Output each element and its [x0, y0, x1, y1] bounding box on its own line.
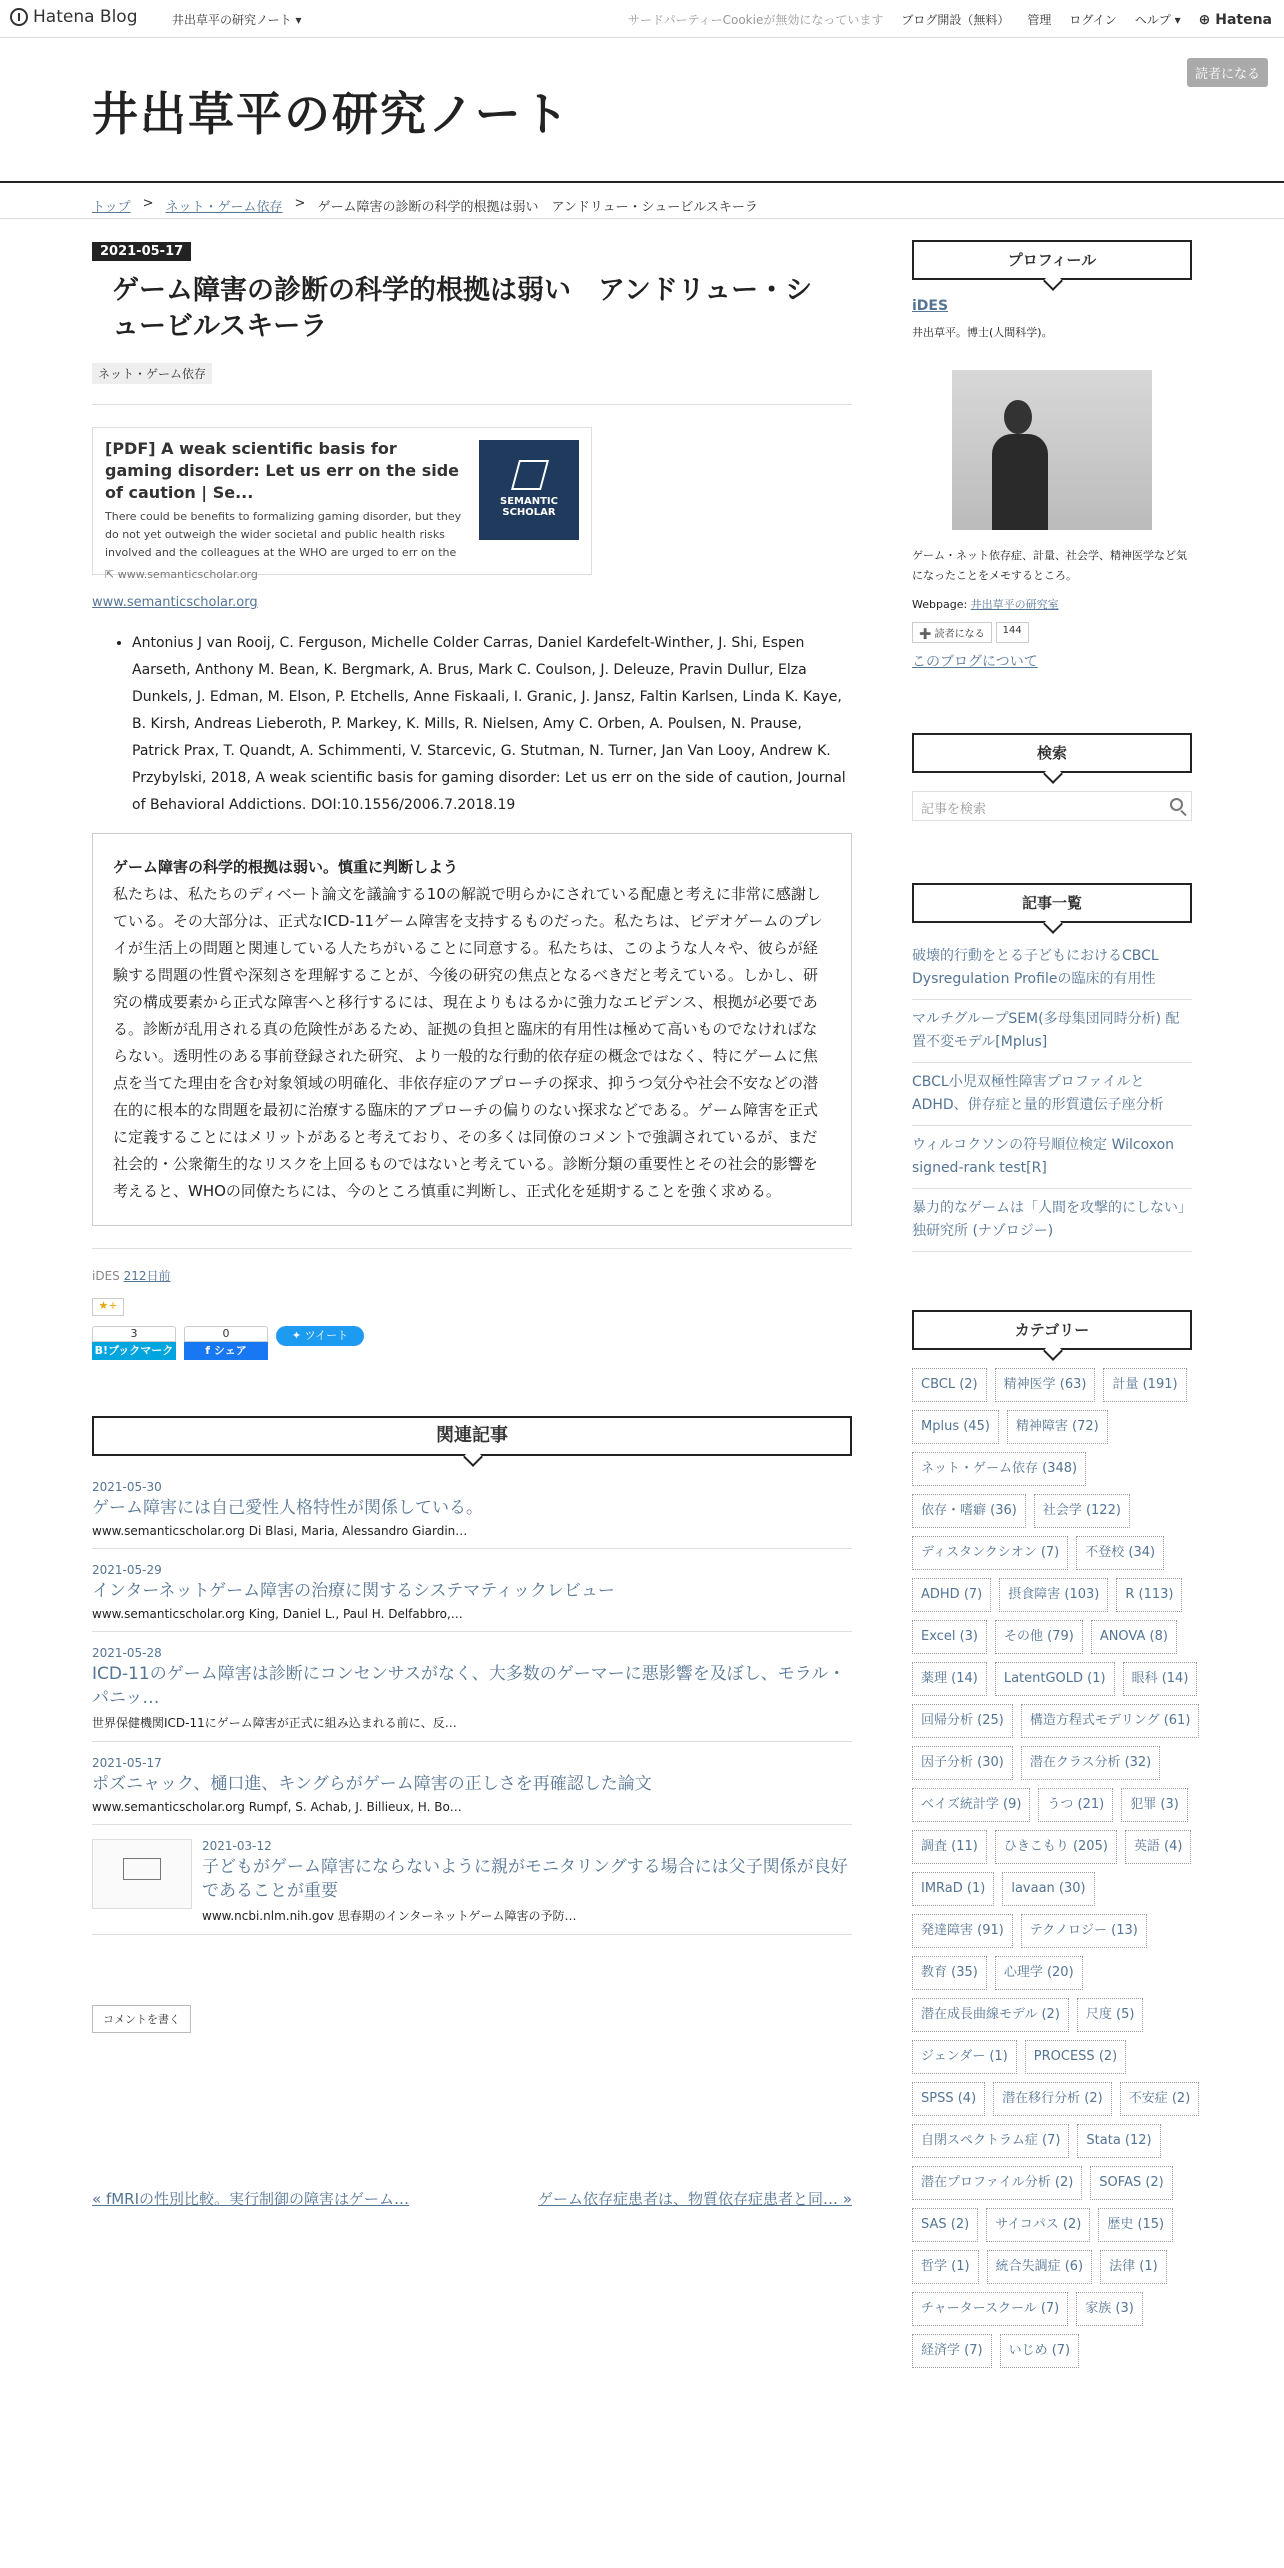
category-tag[interactable]: ネット・ゲーム依存 (348) — [912, 1452, 1086, 1486]
category-tag[interactable]: 依存・嗜癖 (36) — [912, 1494, 1026, 1528]
sidebar — [912, 240, 1192, 2368]
category-tag[interactable]: 経済学 (7) — [912, 2334, 992, 2368]
category-tag[interactable]: LatentGOLD (1) — [995, 1662, 1115, 1696]
readers-widget — [912, 622, 1192, 643]
category-tag[interactable]: CBCL (2) — [912, 1368, 987, 1402]
reference-item: • Antonius J van Rooij, C. Ferguson, Michelle Colder Carras, Daniel Kardefelt-Winther, J. Shi, Espen Aarseth, Anthony M. Bean, K. Bergmark, A. Brus, Mark C. Coulson, J. Deleuze, Pravin Dullur, Elza Dunkels, J. Edman, M. Elson, P. Etchells, Anne Fiskaali, I. Granic, J. Jansz, Faltin Karlsen, Linda K. Kaye, B. Kirsh, Andreas Lieberoth, P. Markey, K. Mills, R. Nielsen, Amy C. Orben, A. Poulsen, N. Prause, Patrick Prax, T. Quandt, A. Schimmenti, V. Starcevic, G. Stutman, N. Turner, Jan Van Looy, Andrew K. Przybylski, 2018, A weak scientific basis for gaming disorder: Let us err on the side of caution, Journal of Behavioral Addictions. DOI:10.1556/2006.7.2018.19 — [132, 630, 852, 819]
related-date: 2021-05-17 — [92, 1756, 162, 1770]
category-tag[interactable]: 潜在移行分析 (2) — [993, 2082, 1112, 2116]
category-list — [912, 1368, 1202, 2368]
category-tag[interactable]: 犯罪 (3) — [1121, 1788, 1188, 1822]
category-tag[interactable]: 調査 (11) — [912, 1830, 987, 1864]
source-link[interactable]: www.semanticscholar.org — [92, 595, 258, 610]
entry-ago-link[interactable]: 212日前 — [123, 1269, 171, 1283]
manage-link[interactable]: 管理 — [1027, 13, 1052, 27]
category-tag[interactable]: 摂食障害 (103) — [999, 1578, 1108, 1612]
blog-header — [0, 38, 1284, 183]
category-tag[interactable]: ベイズ統計学 (9) — [912, 1788, 1030, 1822]
subscribe-small-button[interactable]: ➕ 読者になる — [912, 622, 992, 643]
related-title[interactable]: 子どもがゲーム障害にならないように親がモニタリングする場合には父子関係が良好であることが重要 — [202, 1857, 848, 1901]
entry-author[interactable]: iDES — [92, 1269, 120, 1283]
global-header — [0, 0, 1284, 38]
recent-list — [912, 937, 1192, 1252]
search-input[interactable] — [912, 791, 1192, 821]
category-tag[interactable]: いじめ (7) — [1000, 2334, 1080, 2368]
category-tag[interactable]: 不安症 (2) — [1120, 2082, 1200, 2116]
webpage-label: Webpage: — [912, 598, 971, 611]
related-snippet: www.semanticscholar.org Di Blasi, Maria, Alessandro Giardin… — [92, 1524, 468, 1538]
related-date: 2021-05-29 — [92, 1563, 162, 1577]
entry-footer-meta — [92, 1267, 852, 1284]
divider — [92, 1248, 852, 1249]
category-tag[interactable]: 不登校 (34) — [1076, 1536, 1164, 1570]
category-tag[interactable]: 潜在成長曲線モデル (2) — [912, 1998, 1069, 2032]
search-icon[interactable] — [1170, 798, 1183, 811]
search-placeholder: 記事を検索 — [921, 802, 987, 817]
profile-bio: ゲーム・ネット依存症、計量、社会学、精神医学など気になったことをメモするところ。 — [912, 549, 1187, 582]
hatena-blog-logo[interactable] — [10, 7, 138, 27]
category-tag[interactable]: うつ (21) — [1038, 1788, 1113, 1822]
embed-title[interactable]: [PDF] A weak scientific basis for gaming disorder: Let us err on the side of caution | Se... — [105, 439, 460, 502]
breadcrumb-separator: > — [294, 196, 306, 211]
quote-body: 私たちは、私たちのディベート論文を議論する10の解説で明らかにされている配慮と考えに非常に感謝している。その大部分は、正式なICD-11ゲーム障害を支持するものだった。私たちは、ビデオゲームのプレイが生活上の問題と関連している人たちがいることに同意する。私たちは、このような人々や、彼らが経験する問題の性質や深刻さを理解することが、今後の研究の焦点となるべきだと考えている。しかし、研究の構成要素から正式な障害へと移行するには、現在よりもはるかに強力なエビデンス、根拠が必要である。診断が乱用される真の危険性があるため、証拠の負担と臨床的有用性は極めて高いものでなければならない。透明性のある事前登録された研究、より一般的な行動的依存症の概念ではなく、特にゲームに焦点を当てた理由を含む対象領域の明確化、非依存症のアプローチの探求、抑うつ気分や社会不安などの潜在的に根本的な問題を最初に治療する臨床的アプローチの偏りのない探求などである。ゲーム障害を正式に定義することにはメリットがあると考えており、その多くは同僚のコメントで強調されているが、まだ社会的・公衆衛生的なリスクを上回るものではないと考えている。診断分類の重要性とその社会的影響を考えると、WHOの同僚たちには、今のところ慎重に判断し、正式化を延期することを強く求める。 — [113, 885, 823, 1200]
about-blog-link[interactable]: このブログについて — [912, 654, 1038, 670]
reference-list — [132, 630, 852, 819]
quote-heading: ゲーム障害の科学的根拠は弱い。慎重に判断しよう — [113, 858, 459, 876]
category-tag[interactable]: 歴史 (15) — [1098, 2208, 1173, 2242]
category-tag[interactable]: 心理学 (20) — [995, 1956, 1083, 1990]
category-tag[interactable]: ジェンダー (1) — [912, 2040, 1017, 2074]
category-tag[interactable]: ANOVA (8) — [1091, 1620, 1177, 1654]
recent-item[interactable]: マルチグループSEM(多母集団同時分析) 配置不変モデル[Mplus] — [912, 1000, 1192, 1063]
recent-heading: 記事一覧 — [912, 883, 1192, 923]
subscribe-button[interactable]: 読者になる — [1187, 58, 1268, 87]
category-tag[interactable]: ADHD (7) — [912, 1578, 991, 1612]
readers-count: 144 — [996, 622, 1029, 643]
breadcrumb-top[interactable]: トップ — [92, 200, 131, 215]
breadcrumb — [92, 196, 758, 215]
related-list — [92, 1466, 852, 1935]
open-blog-link[interactable]: ブログ開設（無料） — [901, 13, 1010, 27]
embed-site-text: www.semanticscholar.org — [117, 568, 258, 581]
hatena-link[interactable]: ⊕ Hatena — [1198, 11, 1272, 28]
category-tag[interactable]: 統合失調症 (6) — [987, 2250, 1093, 2284]
recent-item[interactable]: 破壊的行動をとる子どもにおけるCBCL Dysregulation Profileの臨床的有用性 — [912, 937, 1192, 1000]
category-tag[interactable]: 社会学 (122) — [1034, 1494, 1130, 1528]
search-heading: 検索 — [912, 733, 1192, 773]
webpage-link[interactable]: 井出草平の研究室 — [970, 598, 1059, 611]
category-tag[interactable]: 自閉スペクトラム症 (7) — [912, 2124, 1069, 2158]
related-snippet: www.semanticscholar.org King, Daniel L., Paul H. Delfabbro,… — [92, 1607, 463, 1621]
profile-heading: プロフィール — [912, 240, 1192, 280]
semantic-scholar-thumbnail: SEMANTIC SCHOLAR — [479, 440, 579, 540]
related-item[interactable] — [92, 1466, 852, 1549]
category-tag[interactable]: 英語 (4) — [1125, 1830, 1192, 1864]
category-tag[interactable]: 哲学 (1) — [912, 2250, 979, 2284]
category-tag[interactable]: 潜在プロファイル分析 (2) — [912, 2166, 1082, 2200]
category-tag[interactable]: 精神障害 (72) — [1007, 1410, 1108, 1444]
profile-desc: 井出草平。博士(人間科学)。 — [912, 326, 1053, 339]
category-tag[interactable]: その他 (79) — [995, 1620, 1083, 1654]
recent-item[interactable]: CBCL小児双極性障害プロファイルとADHD、併存症と量的形質遺伝子座分析 — [912, 1063, 1192, 1126]
related-thumbnail[interactable] — [92, 1839, 192, 1909]
related-date: 2021-03-12 — [202, 1839, 272, 1853]
breadcrumb-current: ゲーム障害の診断の科学的根拠は弱い アンドリュー・シュービルスキーラ — [317, 200, 758, 215]
main-content — [92, 240, 852, 2033]
category-tag[interactable]: 眼科 (14) — [1123, 1662, 1198, 1696]
help-menu[interactable]: ヘルプ ▾ — [1134, 13, 1181, 27]
tweet-label: ツイート — [304, 1329, 349, 1342]
logo-text: Hatena Blog — [33, 7, 138, 27]
category-tag[interactable]: チャータースクール (7) — [912, 2292, 1068, 2326]
category-tag[interactable]: Excel (3) — [912, 1620, 987, 1654]
entry-date[interactable]: 2021-05-17 — [92, 242, 191, 261]
category-tag[interactable]: SAS (2) — [912, 2208, 978, 2242]
share-count: 0 — [184, 1326, 268, 1342]
divider — [92, 404, 852, 405]
hatena-bookmark-button[interactable] — [92, 1326, 176, 1360]
breadcrumb-separator: > — [142, 196, 154, 211]
related-title[interactable]: インターネットゲーム障害の治療に関するシステマティックレビュー — [92, 1581, 615, 1601]
category-tag[interactable]: テクノロジー (13) — [1021, 1914, 1147, 1948]
category-tag[interactable]: SOFAS (2) — [1090, 2166, 1172, 2200]
embed-site — [105, 568, 579, 581]
related-item[interactable] — [92, 1825, 852, 1935]
embed-description: There could be benefits to formalizing gaming disorder, but they do not yet outweigh the wider societal and public health risks involved and the colleagues at the WHO are urged to err on the — [105, 510, 462, 559]
related-date: 2021-05-30 — [92, 1480, 162, 1494]
related-title[interactable]: ゲーム障害には自己愛性人格特性が関係している。 — [92, 1498, 483, 1518]
category-tag[interactable]: 因子分析 (30) — [912, 1746, 1013, 1780]
category-tag[interactable]: ひきこもり (205) — [995, 1830, 1117, 1864]
category-tag[interactable]: Stata (12) — [1077, 2124, 1160, 2158]
category-tag[interactable]: サイコパス (2) — [986, 2208, 1090, 2242]
share-label: f シェア — [184, 1342, 268, 1360]
related-heading: 関連記事 — [92, 1416, 852, 1456]
bookmark-label: B!ブックマーク — [92, 1342, 176, 1360]
recent-item[interactable]: ウィルコクソンの符号順位検定 Wilcoxon signed-rank test[R] — [912, 1126, 1192, 1189]
entry-category-tag[interactable]: ネット・ゲーム依存 — [92, 363, 212, 384]
category-tag[interactable]: 潜在クラス分析 (32) — [1021, 1746, 1160, 1780]
prev-entry-link[interactable]: « fMRIの性別比較。実行制御の障害はゲーム… — [92, 2190, 410, 2208]
quote-block — [92, 833, 852, 1226]
category-tag[interactable]: 発達障害 (91) — [912, 1914, 1013, 1948]
category-tag[interactable]: 回帰分析 (25) — [912, 1704, 1013, 1738]
blog-menu[interactable]: 井出草平の研究ノート ▾ — [172, 13, 302, 27]
category-tag[interactable]: Mplus (45) — [912, 1410, 999, 1444]
tweet-button[interactable] — [276, 1326, 364, 1346]
facebook-share-button[interactable] — [184, 1326, 268, 1360]
blog-title[interactable]: 井出草平の研究ノート — [92, 87, 571, 141]
category-tag[interactable]: 尺度 (5) — [1077, 1998, 1144, 2032]
profile-name[interactable]: iDES — [912, 298, 949, 314]
category-tag[interactable]: 教育 (35) — [912, 1956, 987, 1990]
category-tag[interactable]: 精神医学 (63) — [995, 1368, 1096, 1402]
related-item[interactable] — [92, 1742, 852, 1825]
category-tag[interactable]: 計量 (191) — [1103, 1368, 1186, 1402]
category-tag[interactable]: 薬理 (14) — [912, 1662, 987, 1696]
category-tag[interactable]: SPSS (4) — [912, 2082, 985, 2116]
login-link[interactable]: ログイン — [1069, 13, 1117, 27]
divider — [0, 218, 1284, 219]
category-heading: カテゴリー — [912, 1310, 1192, 1350]
embed-card[interactable] — [92, 427, 592, 581]
twitter-bird-icon: ✦ — [291, 1329, 305, 1342]
link-icon: ⇱ — [105, 568, 118, 581]
cookie-notice: サードパーティーCookieが無効になっています — [627, 13, 884, 27]
bookmark-count: 3 — [92, 1326, 176, 1342]
hatena-logo-icon — [10, 8, 28, 26]
avatar[interactable] — [952, 370, 1152, 530]
related-snippet: 世界保健機関ICD-11にゲーム障害が正式に組み込まれる前に、反… — [92, 1716, 457, 1730]
related-snippet: www.ncbi.nlm.nih.gov 思春期のインターネットゲーム障害の予防… — [202, 1909, 577, 1923]
related-item[interactable] — [92, 1632, 852, 1742]
category-tag[interactable]: 構造方程式モデリング (61) — [1021, 1704, 1200, 1738]
hatena-label: Hatena — [1215, 11, 1272, 28]
category-tag[interactable]: PROCESS (2) — [1025, 2040, 1126, 2074]
breadcrumb-category[interactable]: ネット・ゲーム依存 — [165, 200, 283, 215]
related-snippet: www.semanticscholar.org Rumpf, S. Achab, J. Billieux, H. Bo… — [92, 1800, 462, 1814]
category-tag[interactable]: R (113) — [1116, 1578, 1182, 1612]
related-title[interactable]: ICD-11のゲーム障害は診断にコンセンサスがなく、大多数のゲーマーに悪影響を及ぼし、モラル・パニッ… — [92, 1664, 846, 1708]
write-comment-button[interactable]: コメントを書く — [92, 2005, 191, 2033]
category-tag[interactable]: 家族 (3) — [1076, 2292, 1143, 2326]
add-star-button[interactable]: ★+ — [92, 1298, 124, 1316]
category-tag[interactable]: ディスタンクシオン (7) — [912, 1536, 1068, 1570]
related-date: 2021-05-28 — [92, 1646, 162, 1660]
related-item[interactable] — [92, 1549, 852, 1632]
category-tag[interactable]: 法律 (1) — [1100, 2250, 1167, 2284]
category-tag[interactable]: lavaan (30) — [1002, 1872, 1094, 1906]
social-buttons — [92, 1326, 852, 1360]
global-nav — [628, 11, 1272, 28]
recent-item[interactable]: 暴力的なゲームは「人間を攻撃的にしない」独研究所 (ナゾロジー) — [912, 1189, 1192, 1252]
profile-webpage — [912, 596, 1192, 612]
category-tag[interactable]: IMRaD (1) — [912, 1872, 994, 1906]
related-title[interactable]: ポズニャック、樋口進、キングらがゲーム障害の正しさを再確認した論文 — [92, 1774, 652, 1794]
next-entry-link[interactable]: ゲーム依存症患者は、物質依存症患者と同… » — [538, 2190, 852, 2208]
entry-title[interactable]: ゲーム障害の診断の科学的根拠は弱い アンドリュー・シュービルスキーラ — [112, 275, 813, 342]
